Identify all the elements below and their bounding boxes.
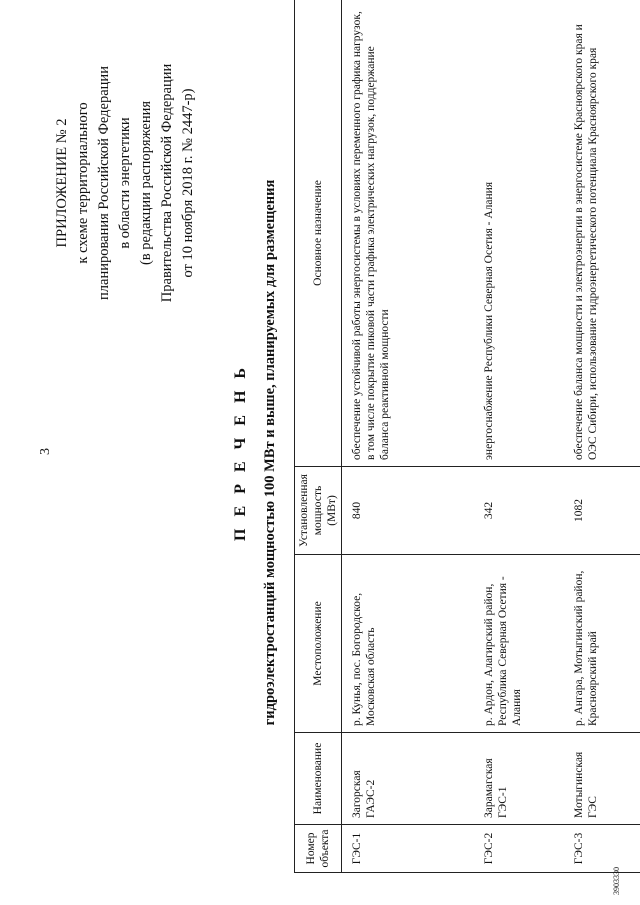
object-name: Загорская ГАЭС-2 — [342, 733, 475, 825]
object-location: р. Ангара, Мотыгинский район, Красноярский край — [564, 555, 640, 733]
object-name: Зарамагская ГЭС-1 — [474, 733, 564, 825]
column-header-name: Наименование — [295, 733, 342, 825]
table-header-row — [295, 0, 342, 873]
appendix-line: (в редакции распоряжения — [138, 100, 154, 266]
column-header-capacity: Установленная мощность (МВт) — [295, 467, 342, 555]
document-title: П Е Р Е Ч Е Н Ь — [232, 364, 249, 541]
appendix-header — [52, 33, 199, 333]
object-purpose: обеспечение баланса мощности и электроэнергии в энергосистеме Красноярского края и ОЭС Сибири, использование гидроэнергетического потенциала Красноярского края — [564, 0, 640, 467]
appendix-line: ПРИЛОЖЕНИЕ № 2 — [54, 118, 70, 248]
column-header-purpose: Основное назначение — [295, 0, 342, 467]
object-purpose: энергоснабжение Республики Северная Осетия - Алания — [474, 0, 564, 467]
document-id: 3903330 — [612, 867, 621, 895]
appendix-line: планирования Российской Федерации — [96, 66, 112, 300]
object-number: ГЭС-3 — [564, 825, 640, 873]
object-number: ГЭС-2 — [474, 825, 564, 873]
object-number: ГЭС-1 — [342, 825, 475, 873]
appendix-line: от 10 ноября 2018 г. № 2447-р) — [180, 88, 196, 278]
object-location: р. Кунья, пос. Богородское, Московская область — [342, 555, 475, 733]
object-capacity: 840 — [342, 467, 475, 555]
object-capacity: 342 — [474, 467, 564, 555]
column-header-location: Местоположение — [295, 555, 342, 733]
object-purpose: обеспечение устойчивой работы энергосистемы в условиях переменного графика нагрузок, в том числе покрытие пиковой части графика электрических нагрузок, поддержание баланса реактивной мощности — [342, 0, 475, 467]
page-number: 3 — [38, 448, 53, 455]
table-row — [564, 0, 640, 873]
document-subtitle: гидроэлектростанций мощностью 100 МВт и выше, планируемых для размещения — [262, 179, 278, 726]
object-location: р. Ардон, Алагирский район, Республика Северная Осетия - Алания — [474, 555, 564, 733]
appendix-line: к схеме территориального — [75, 102, 91, 264]
column-header-number: Номер объекта — [295, 825, 342, 873]
appendix-line: в области энергетики — [117, 117, 133, 249]
object-capacity: 1082 — [564, 467, 640, 555]
facilities-table — [294, 0, 640, 873]
object-name: Мотыгинская ГЭС — [564, 733, 640, 825]
table-row — [474, 0, 564, 873]
appendix-line: Правительства Российской Федерации — [159, 63, 175, 303]
table-row — [342, 0, 475, 873]
